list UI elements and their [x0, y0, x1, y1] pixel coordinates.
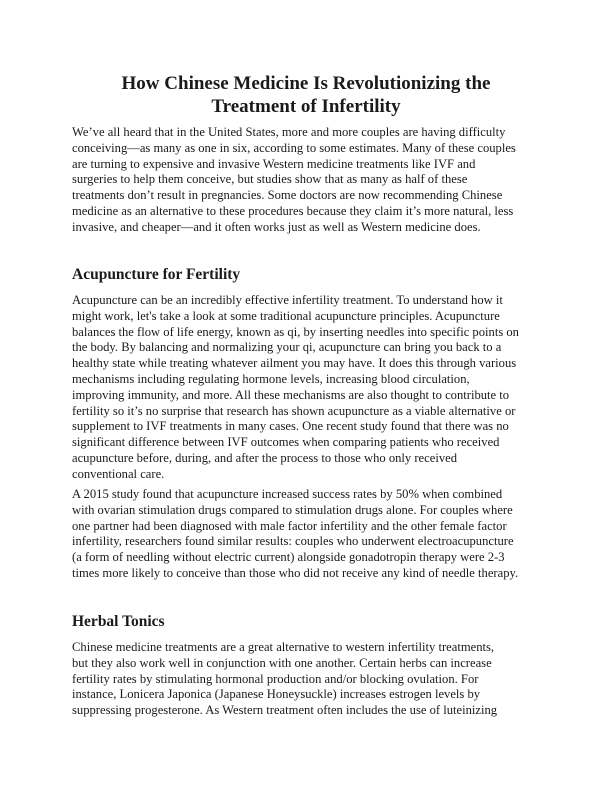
text-line: fertility so it’s no surprise that research has shown acupuncture as a viable alternative or — [72, 403, 516, 418]
text-line: acupuncture before, during, and after the process to those who only received — [72, 450, 458, 465]
text-line: infertility, researchers found similar results: couples who underwent electroacupuncture — [72, 534, 514, 549]
title-line: How Chinese Medicine Is Revolutionizing the — [121, 73, 491, 94]
text-line: healthy state while treating whatever ailment you may have. It does this through various — [72, 356, 517, 371]
text-line: significant difference between IVF outcomes when comparing patients who received — [72, 435, 500, 450]
page-title — [0, 72, 612, 118]
text-line: treatments don’t result in pregnancies. Some doctors are now recommending Chinese — [72, 188, 503, 203]
text-line: invasive, and cheaper—and it often works just as well as Western medicine does. — [72, 219, 481, 234]
text-line: (a form of needling without electric current) alongside gonadotropin therapy were 2-3 — [72, 550, 505, 565]
text-line: conventional care. — [72, 466, 165, 481]
text-line: improving immunity, and more. All these mechanisms are also thought to contribute to — [72, 387, 510, 402]
text-line: Acupuncture can be an incredibly effective infertility treatment. To understand how it — [72, 293, 503, 307]
text-line: surgeries to help them conceive, but studies show that as many as half of these — [72, 172, 468, 187]
text-line: balances the flow of life energy, known as qi, by inserting needles into specific points on — [72, 324, 519, 339]
text-line: mechanisms including regulating hormone levels, increasing blood circulation, — [72, 371, 470, 386]
text-line: but they also work well in conjunction with one another. Certain herbs can increase — [72, 655, 492, 670]
herbal-paragraph-1 — [72, 640, 497, 719]
text-line: A 2015 study found that acupuncture increased success rates by 50% when combined — [72, 487, 503, 501]
section-heading-acupuncture: Acupuncture for Fertility — [72, 266, 241, 283]
section-heading-herbal: Herbal Tonics — [72, 613, 165, 630]
text-line: We’ve all heard that in the United States, more and more couples are having difficulty — [72, 125, 506, 139]
text-line: medicine as an alternative to these procedures because they claim it’s more natural, less — [72, 203, 514, 218]
text-line: conceiving—as many as one in six, according to some estimates. Many of these couples — [72, 140, 516, 155]
text-line: with ovarian stimulation drugs compared to stimulation drugs alone. For couples where — [72, 502, 513, 517]
intro-paragraph — [72, 125, 516, 236]
text-line: are turning to expensive and invasive Western medicine treatments like IVF and — [72, 156, 476, 171]
acupuncture-paragraph-2 — [72, 487, 518, 582]
text-line: suppressing progesterone. As Western treatment often includes the use of luteinizing — [72, 703, 498, 718]
title-line: Treatment of Infertility — [211, 96, 401, 117]
text-line: might work, let's take a look at some traditional acupuncture principles. Acupuncture — [72, 308, 500, 323]
text-line: Chinese medicine treatments are a great alternative to western infertility treatments, — [72, 640, 495, 654]
text-line: supplement to IVF treatments in many cases. One recent study found that there was no — [72, 419, 509, 434]
text-line: times more likely to conceive than those who did not receive any kind of needle therapy. — [72, 565, 519, 580]
text-line: fertility rates by stimulating hormonal production and/or blocking ovulation. For — [72, 671, 479, 686]
text-line: instance, Lonicera Japonica (Japanese Honeysuckle) increases estrogen levels by — [72, 687, 481, 702]
acupuncture-paragraph-1 — [72, 293, 519, 483]
text-line: one partner had been diagnosed with male factor infertility and the other female factor — [72, 518, 507, 533]
text-line: the body. By balancing and normalizing your qi, acupuncture can bring you back to a — [72, 340, 502, 355]
